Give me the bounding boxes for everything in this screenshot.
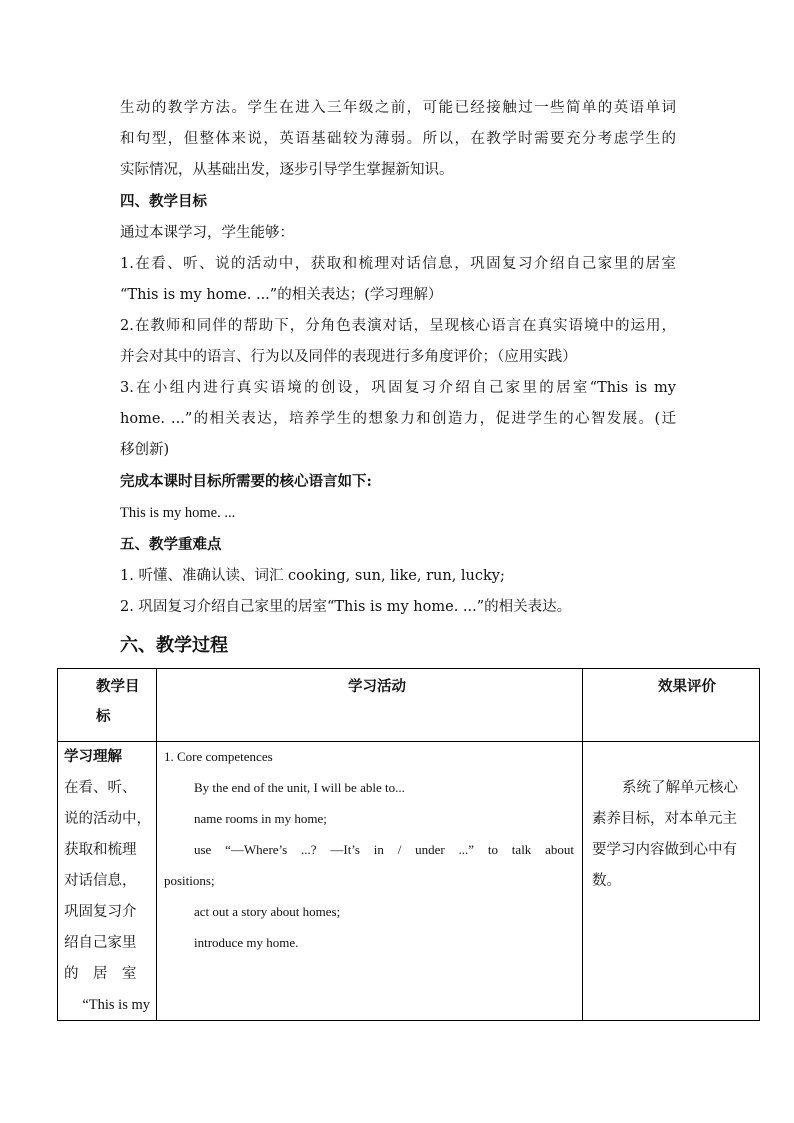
header-evaluation: 效果评价: [658, 678, 716, 695]
intro-line-1: 生动的教学方法。学生在进入三年级之前，可能已经接触过一些简单的英语单词: [120, 100, 676, 116]
core-language-sentence: This is my home. ...: [120, 505, 236, 521]
objective-3-line-1: 3.在小组内进行真实语境的创设，巩固复习介绍自己家里的居室“This is my: [120, 380, 676, 396]
objective-2-line-1: 2.在教师和同伴的帮助下，分角色表演对话，呈现核心语言在真实语境中的运用，: [120, 318, 676, 334]
intro-line-3: 实际情况，从基础出发，逐步引导学生掌握新知识。: [120, 162, 454, 178]
row1-evaluation-line: 要学习内容做到心中有: [592, 842, 737, 858]
row1-evaluation-line: 系统了解单元核心: [622, 780, 738, 796]
process-heading: 六、教学过程: [120, 635, 228, 656]
row1-activity-line: introduce my home.: [194, 935, 299, 950]
row1-objective-line: 说的活动中，: [64, 811, 151, 827]
header-objective-line-2: 标: [96, 708, 111, 725]
row1-activity-line: name rooms in my home;: [194, 811, 327, 826]
objective-3-line-2: home. ...”的相关表达，培养学生的想象力和创造力，促进学生的心智发展。(迁: [120, 411, 676, 427]
table-divider-col2: [582, 669, 583, 1020]
objective-1-line-1: 1.在看、听、说的活动中，获取和梳理对话信息，巩固复习介绍自己家里的居室: [120, 256, 676, 272]
core-language-heading: 完成本课时目标所需要的核心语言如下:: [120, 473, 372, 490]
objective-1-line-2: “This is my home. ...”的相关表达；(学习理解）: [120, 287, 443, 303]
row1-activity-line: act out a story about homes;: [194, 904, 341, 919]
row1-objective-label: 学习理解: [64, 748, 122, 765]
row1-objective-line: 巩固复习介: [64, 904, 137, 920]
row1-objective-line: 获取和梳理: [64, 842, 137, 858]
table-header-divider: [58, 741, 759, 742]
row1-objective-line: 的 居 室: [64, 966, 137, 982]
row1-activity-line: 1. Core competences: [164, 749, 273, 764]
intro-line-2: 和句型，但整体来说，英语基础较为薄弱。所以，在教学时需要充分考虑学生的: [120, 131, 676, 147]
teaching-process-table: [57, 668, 760, 1021]
objectives-lead: 通过本课学习，学生能够：: [120, 225, 294, 241]
row1-activity-line: positions;: [164, 873, 215, 888]
key-point-2: 2. 巩固复习介绍自己家里的居室“This is my home. ...”的相关表达。: [120, 599, 572, 615]
header-objective-line-1: 教学目: [96, 678, 140, 695]
objective-2-line-2: 并会对其中的语言、行为以及同伴的表现进行多角度评价；（应用实践）: [120, 349, 577, 365]
row1-objective-line: 对话信息，: [64, 873, 137, 889]
objective-3-line-3: 移创新): [120, 442, 170, 458]
header-activities: 学习活动: [348, 678, 406, 695]
table-divider-col1: [156, 669, 157, 1020]
objectives-heading: 四、教学目标: [120, 193, 207, 210]
row1-activity-line: By the end of the unit, I will be able to...: [194, 780, 405, 795]
row1-activity-line: use “—Where’s ...? —It’s in / under ...” to talk about: [194, 842, 574, 857]
row1-objective-line: “This is my: [82, 997, 150, 1013]
key-points-heading: 五、教学重难点: [120, 536, 222, 553]
row1-objective-line: 绍自己家里: [64, 935, 137, 951]
key-point-1: 1. 听懂、准确认读、词汇 cooking, sun, like, run, lucky;: [120, 568, 505, 584]
row1-objective-line: 在看、听、: [64, 780, 137, 796]
row1-evaluation-line: 素养目标，对本单元主: [592, 811, 737, 827]
row1-evaluation-line: 数。: [592, 873, 621, 889]
